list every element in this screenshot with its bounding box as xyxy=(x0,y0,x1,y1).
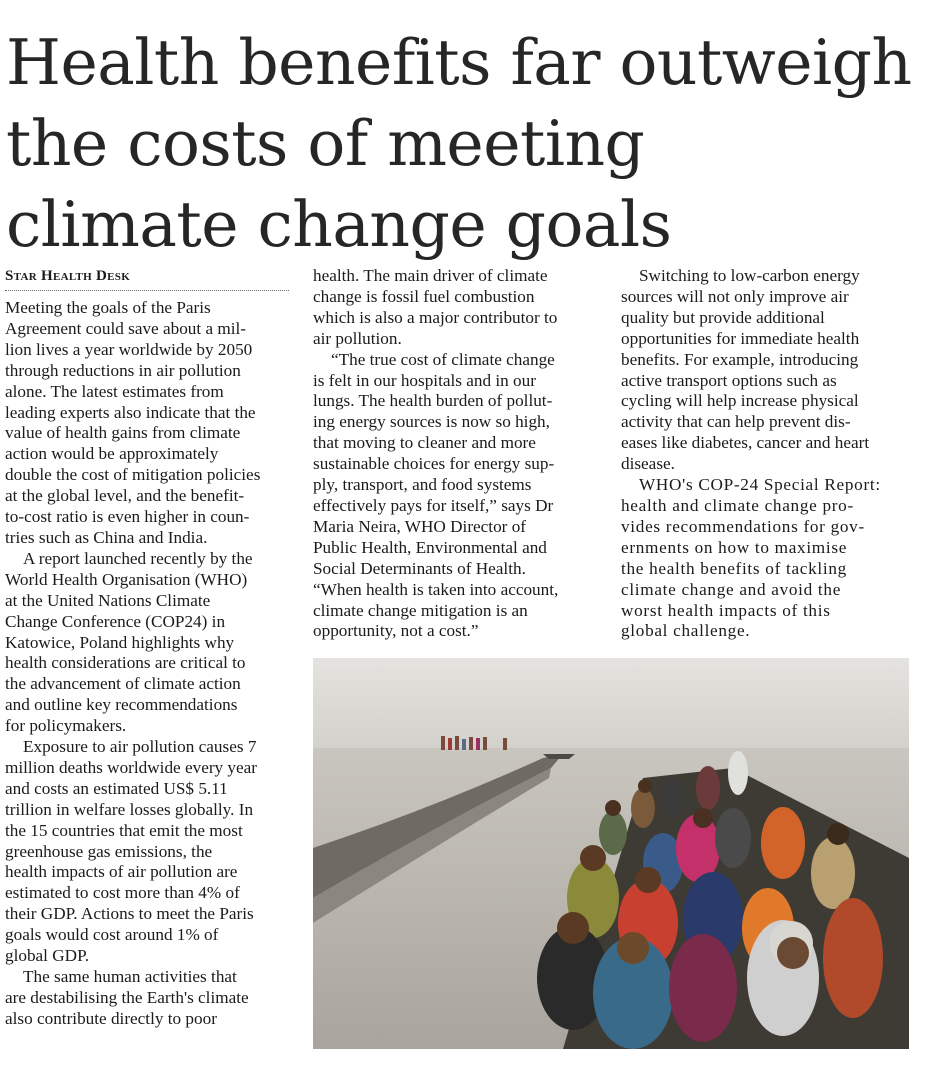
text-line: that moving to cleaner and more xyxy=(313,433,536,453)
text-line: estimated to cost more than 4% of xyxy=(5,883,240,903)
text-line: cycling will help increase physical xyxy=(621,391,859,411)
text-line: double the cost of mitigation policies xyxy=(5,465,261,485)
text-line: trillion in welfare losses globally. In xyxy=(5,799,254,819)
text-line: Social Determinants of Health. xyxy=(313,558,526,578)
text-line: global challenge. xyxy=(621,621,751,641)
text-line: active transport options such as xyxy=(621,370,837,390)
text-line: the health benefits of tackling xyxy=(621,558,847,578)
text-line: Meeting the goals of the Paris xyxy=(5,298,211,317)
headline-line: Health benefits far outweigh xyxy=(6,26,912,99)
text-line: vides recommendations for gov- xyxy=(621,516,865,536)
byline: Star Health Desk xyxy=(5,268,131,284)
text-line: ply, transport, and food systems xyxy=(313,475,532,495)
text-line: health and climate change pro- xyxy=(621,495,854,515)
text-line: to-cost ratio is even higher in coun- xyxy=(5,507,250,527)
text-line: for policymakers. xyxy=(5,716,127,736)
text-line: Public Health, Environmental and xyxy=(313,537,547,557)
text-line: global GDP. xyxy=(5,946,90,966)
text-line: sources will not only improve air xyxy=(621,286,849,306)
text-line: leading experts also indicate that the xyxy=(5,402,256,422)
text-line: is felt in our hospitals and in our xyxy=(313,370,536,390)
text-line: at the global level, and the benefit- xyxy=(5,486,245,506)
text-line: and outline key recommendations xyxy=(5,695,238,715)
text-line: the 15 countries that emit the most xyxy=(5,820,243,840)
text-line: disease. xyxy=(621,454,675,474)
text-line: Switching to low-carbon energy xyxy=(639,266,860,285)
text-line: benefits. For example, introducing xyxy=(621,349,859,369)
article-column-1 xyxy=(5,266,292,1030)
sky xyxy=(313,658,909,753)
text-line: and costs an estimated US$ 5.11 xyxy=(5,778,228,798)
byline-divider xyxy=(5,290,289,291)
text-line: The same human activities that xyxy=(23,967,237,986)
text-line: worst health impacts of this xyxy=(621,600,831,620)
text-line: are destabilising the Earth's climate xyxy=(5,987,249,1007)
text-line: which is also a major contributor to xyxy=(313,307,558,327)
headline-line: the costs of meeting xyxy=(6,107,645,180)
text-line: “When health is taken into account, xyxy=(313,579,559,599)
text-line: lion lives a year worldwide by 2050 xyxy=(5,339,253,359)
article-column-2 xyxy=(313,266,603,642)
text-line: million deaths worldwide every year xyxy=(5,757,258,777)
headline xyxy=(6,22,921,265)
text-line: at the United Nations Climate xyxy=(5,590,211,610)
text-line: climate change mitigation is an xyxy=(313,600,528,620)
text-line: opportunity, not a cost.” xyxy=(313,621,479,641)
text-line: alone. The latest estimates from xyxy=(5,381,224,401)
text-line: Exposure to air pollution causes 7 xyxy=(23,737,257,757)
text-line: action would be approximately xyxy=(5,444,219,464)
text-line: health. The main driver of climate xyxy=(313,266,548,285)
text-line: through reductions in air pollution xyxy=(5,360,241,380)
text-line: Maria Neira, WHO Director of xyxy=(313,516,527,536)
photo-illustration xyxy=(313,658,909,1049)
text-line: tries such as China and India. xyxy=(5,527,208,547)
text-line: quality but provide additional xyxy=(621,307,825,327)
text-line: sustainable choices for energy sup- xyxy=(313,454,555,474)
text-line: their GDP. Actions to meet the Paris xyxy=(5,904,254,924)
text-line: opportunities for immediate health xyxy=(621,328,860,348)
text-line: Agreement could save about a mil- xyxy=(5,318,247,338)
text-line: ing energy sources is now so high, xyxy=(313,412,550,432)
text-line: also contribute directly to poor xyxy=(5,1008,217,1028)
text-line: change is fossil fuel combustion xyxy=(313,286,535,306)
text-line: value of health gains from climate xyxy=(5,423,241,443)
text-line: effectively pays for itself,” says Dr xyxy=(313,495,554,515)
text-line: WHO's COP-24 Special Report: xyxy=(639,475,881,495)
text-line: health considerations are critical to xyxy=(5,653,246,673)
people-on-boat-photo xyxy=(313,658,909,1049)
text-line: air pollution. xyxy=(313,328,402,348)
text-line: ernments on how to maximise xyxy=(621,537,848,557)
text-line: goals would cost around 1% of xyxy=(5,925,219,945)
text-line: lungs. The health burden of pollut- xyxy=(313,391,553,411)
text-line: eases like diabetes, cancer and heart xyxy=(621,433,870,453)
text-line: “The true cost of climate change xyxy=(331,349,555,369)
text-line: climate change and avoid the xyxy=(621,579,842,599)
text-line: activity that can help prevent dis- xyxy=(621,412,851,432)
article-column-3 xyxy=(621,266,916,642)
text-line: health impacts of air pollution are xyxy=(5,862,238,882)
text-line: Change Conference (COP24) in xyxy=(5,611,226,631)
text-line: greenhouse gas emissions, the xyxy=(5,841,213,861)
text-line: the advancement of climate action xyxy=(5,674,241,694)
headline-line: climate change goals xyxy=(6,188,672,261)
text-line: World Health Organisation (WHO) xyxy=(5,569,248,589)
text-line: Katowice, Poland highlights why xyxy=(5,632,235,652)
text-line: A report launched recently by the xyxy=(23,548,253,568)
